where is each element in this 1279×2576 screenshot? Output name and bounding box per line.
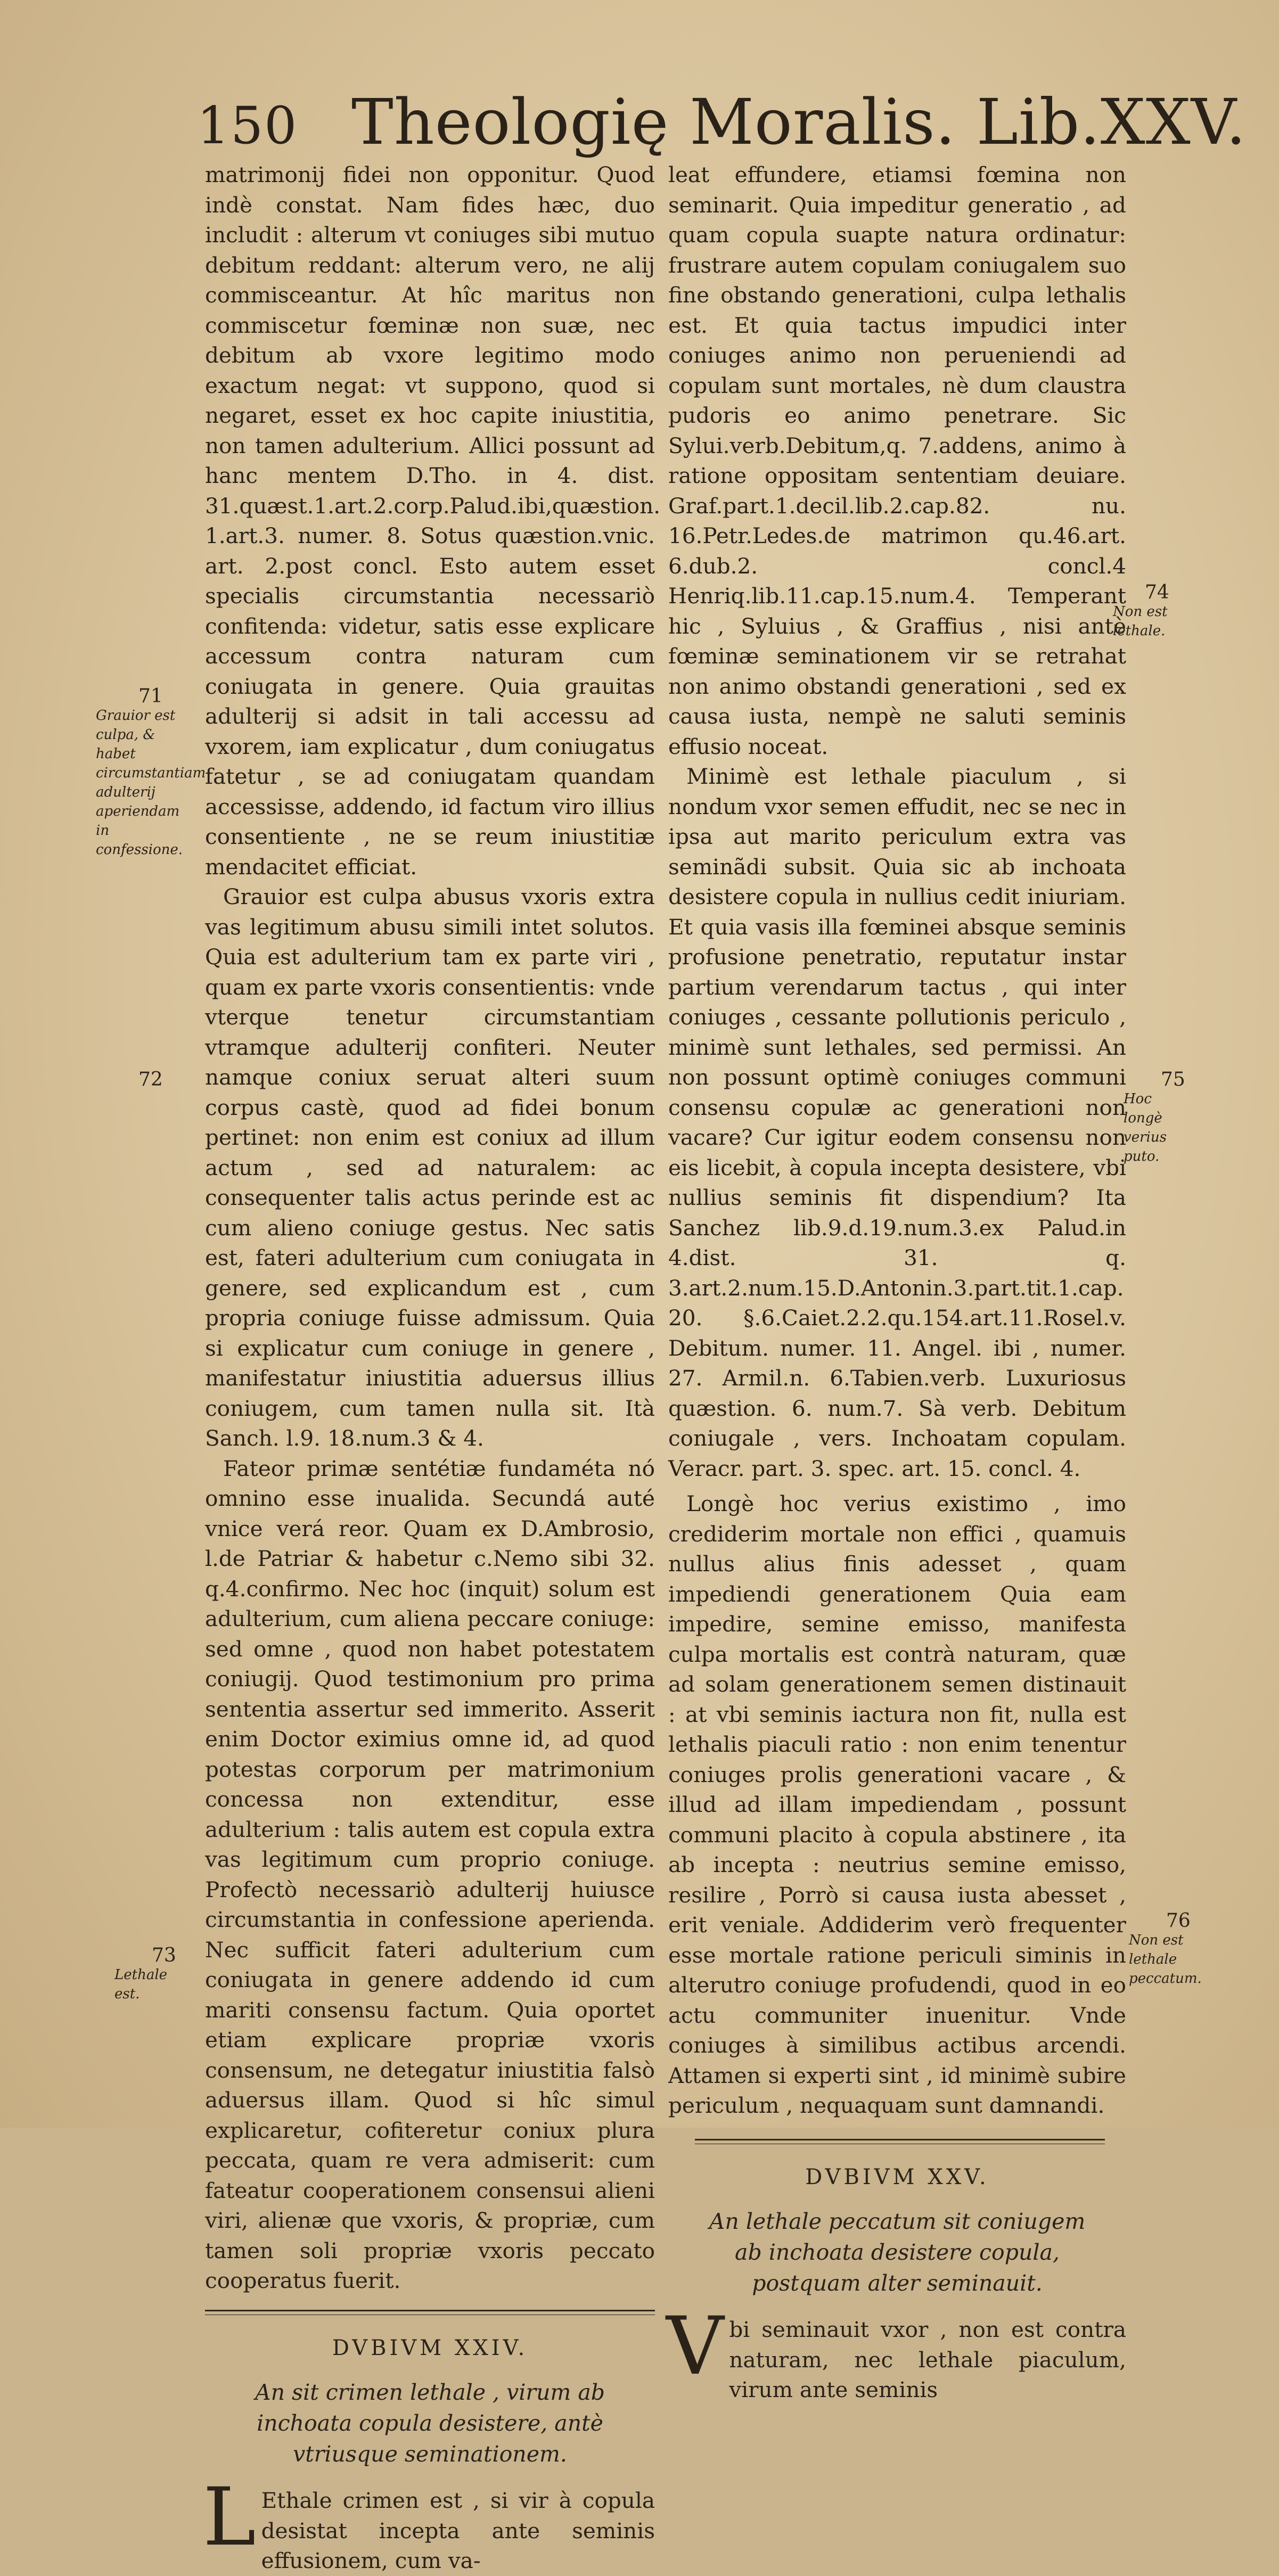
margin-number-76: 76 [1166, 1910, 1191, 1932]
left-paragraph-1: matrimonij fidei non opponitur. Quod indè constat. Nam fides hæc, duo includit : alterum vt coniuges sibi mutuo debitum reddant: alterum vero, ne alij commisceantur. At hîc maritus non commiscetur fœminæ non suæ, nec debitum ab vxore legitimo modo exactum negat: vt suppono, quod si negaret, esset ex hoc capite iniustitia, non tamen adulterium. Allici possunt ad hanc mentem D.Tho. in 4. dist. 31.quæst.1.art.2.corp.Palud.ibi,quæstion. 1.art.3. numer. 8. Sotus quæstion.vnic. art. 2.post concl. Esto autem esset specialis circumstantia necessariò confitenda: videtur, satis esse explicare accessum contra naturam cum coniugata in genere. Quia grauitas adulterij si adsit in tali accessu ad vxorem, iam explicatur , dum coniugatus fatetur , se ad coniugatam quandam accessisse, addendo, id factum viro illius consentiente , ne se reum iniustitiæ mendacitet efficiat. [205, 162, 661, 880]
margin-number-71: 71 [138, 685, 163, 707]
left-paragraph-4-text: Ethale crimen est , si vir à copula desistat incepta ante seminis effusionem, cum va- [261, 2488, 655, 2573]
dubium-25-title: DVBIVM XXV. [805, 2164, 989, 2189]
margin-number-72: 72 [138, 1069, 163, 1090]
running-title: Theologię Moralis. Lib.XXV. [351, 85, 1247, 159]
margin-note-73 [114, 1946, 194, 2004]
dubium-25-question: An lethale peccatum sit coniugem ab inchoata desistere copula, postquam alter seminauit. [709, 2209, 1086, 2296]
left-paragraph-4 [203, 2471, 655, 2576]
margin-text-73: Lethale est. [114, 1967, 168, 2002]
drop-cap-V: V [666, 2300, 724, 2393]
dubium-24-question: An sit crimen lethale , virum ab inchoata copula desistere, antè vtriusque seminationem. [255, 2380, 605, 2467]
right-paragraph-4 [666, 2300, 1126, 2405]
page-number: 150 [197, 96, 298, 155]
margin-note-76 [1129, 1910, 1202, 1988]
right-paragraph-2: Minimè est lethale piaculum , si nondum vxor semen effudit, nec se nec in ipsa aut marito periculum extra vas seminãdi subsit. Quia sic ab inchoata desistere copula in nullius cedit iniuriam. Et quia vasis illa fœminei absque seminis profusione penetratio, reputatur instar partium verendarum tactus , qui inter coniuges , cessante pollutionis periculo , minimè sunt lethales, sed permissi. An non possunt optimè coniuges communi consensu copulæ ac generationi non vacare? Cur igitur eodem consensu non eis licebit, à copula incepta desistere, vbi nullius seminis fit dispendium? Ita Sanchez lib.9.d.19.num.3.ex Palud.in 4.dist. 31. q. 3.art.2.num.15.D.Antonin.3.part.tit.1.cap. 20. §.6.Caiet.2.2.qu.154.art.11.Rosel.v. Debitum. numer. 11. Angel. ibi , numer. 27. Armil.n. 6.Tabien.verb. Luxuriosus quæstion. 6. num.7. Sà verb. Debitum coniugale , vers. Inchoatam copulam. Veracr. part. 3. spec. art. 15. concl. 4. [668, 764, 1126, 1481]
left-column [203, 160, 661, 2576]
margin-note-72 [138, 1070, 192, 1089]
right-paragraph-1: leat effundere, etiamsi fœmina non seminarit. Quia impeditur generatio , ad quam copula suapte natura ordinatur: frustrare autem copulam coniugalem suo fine obstando generationi, culpa lethalis est. Et quia tactus impudici inter coniuges animo non perueniendi ad copulam sunt mortales, nè dum claustra pudoris eo animo penetrare. Sic Sylui.verb.Debitum,q. 7.addens, animo à ratione oppositam sententiam deuiare. Graf.part.1.decil.lib.2.cap.82. nu. 16.Petr.Ledes.de matrimon qu.46.art. 6.dub.2. concl.4 Henriq.lib.11.cap.15.num.4. Temperant hic , Syluius , & Graffius , nisi antè fœminæ seminationem vir se retrahat non animo obstandi generationi , sed ex causa iusta, nempè ne saluti seminis effusio noceat. [668, 162, 1126, 759]
margin-note-74 [1113, 583, 1177, 641]
margin-text-75: Hoc longè verius puto. [1124, 1091, 1167, 1164]
margin-text-74: Non est lethale. [1113, 604, 1168, 639]
margin-text-76: Non est lethale peccatum. [1129, 1932, 1202, 1987]
margin-note-71 [96, 685, 206, 859]
right-paragraph-4-text: bi seminauit vxor , non est contra naturam, nec lethale piaculum, virum ante seminis [729, 2317, 1126, 2402]
section-rule [205, 2310, 655, 2315]
right-paragraph-3: Longè hoc verius existimo , imo crediderim mortale non effici , quamuis nullus alius finis adesset , quam impediendi generationem Quia eam impedire, semine emisso, manifesta culpa mortalis est contrà naturam, quæ ad solam generationem semen distinauit : at vbi seminis iactura non fit, nulla est lethalis piaculi ratio : non enim tenentur coniuges prolis generationi vacare , & illud ad illam impediendam , possunt communi placito à copula abstinere , ita ab incepta : neutrius semine emisso, resilire , Porrò si causa iusta abesset , erit veniale. Addiderim verò frequenter esse mortale ratione periculi siminis in alterutro coniuge profudendi, quod in eo actu communiter inuenitur. Vnde coniuges à similibus actibus arcendi. Attamen si experti sint , id minimè subire periculum , nequaquam sunt damnandi. [668, 1491, 1126, 2118]
dubium-24-title: DVBIVM XXIV. [332, 2335, 528, 2360]
section-rule-right [695, 2139, 1105, 2144]
drop-cap-L: L [203, 2471, 256, 2564]
margin-note-75 [1124, 1070, 1193, 1166]
margin-text-71: Grauior est culpa, & habet circumstantiam adulterij aperiendam in confessione. [96, 708, 206, 858]
left-paragraph-3: Fateor primæ sentétiæ fundaméta nó omnino esse inualida. Secundá auté vnice verá reor. Quam ex D.Ambrosio, l.de Patriar & habetur c.Nemo sibi 32. q.4.confirmo. Nec hoc (inquit) solum est adulterium, cum aliena peccare coniuge: sed omne , quod non habet potestatem coniugij. Quod testimonium pro prima sententia assertur sed immerito. Asserit enim Doctor eximius omne id, ad quod potestas corporum per matrimonium concessa non extenditur, esse adulterium : talis autem est copula extra vas legitimum cum proprio coniuge. Profectò necessariò adulterij huiusce circumstantia in confessione aperienda. Nec sufficit fateri adulterium cum coniugata in genere addendo id cum mariti consensu factum. Quia oportet etiam explicare propriæ vxoris consensum, ne detegatur iniustitia falsò aduersus illam. Quod si hîc simul explicaretur, cofiteretur coniux plura peccata, quam re vera admiserit: cum fateatur cooperationem consensui alieni viri, alienæ que vxoris, & propriæ, cum tamen soli propriæ vxoris peccato cooperatus fuerit. [205, 1455, 655, 2293]
margin-number-75: 75 [1161, 1069, 1185, 1090]
margin-number-73: 73 [152, 1945, 176, 1966]
right-column [668, 160, 1126, 2405]
left-paragraph-2: Grauior est culpa abusus vxoris extra vas legitimum abusu simili intet solutos. Quia est adulterium tam ex parte viri , quam ex parte vxoris consentientis: vnde vterque tenetur circumstantiam vtramque adulterij confiteri. Neuter namque coniux seruat alteri suum corpus castè, quod ad fidei bonum pertinet: non enim est coniux ad illum actum , sed ad naturalem: ac consequenter talis actus perinde est ac cum alieno coniuge gestus. Nec satis est, fateri adulterium cum coniugata in genere, sed explicandum est , cum propria coniuge fuisse admissum. Quia si explicatur cum coniuge in genere , manifestatur iniustitia aduersus illius coniugem, cum tamen nulla sit. Ità Sanch. l.9. 18.num.3 & 4. [205, 884, 655, 1451]
margin-number-74: 74 [1145, 581, 1169, 603]
